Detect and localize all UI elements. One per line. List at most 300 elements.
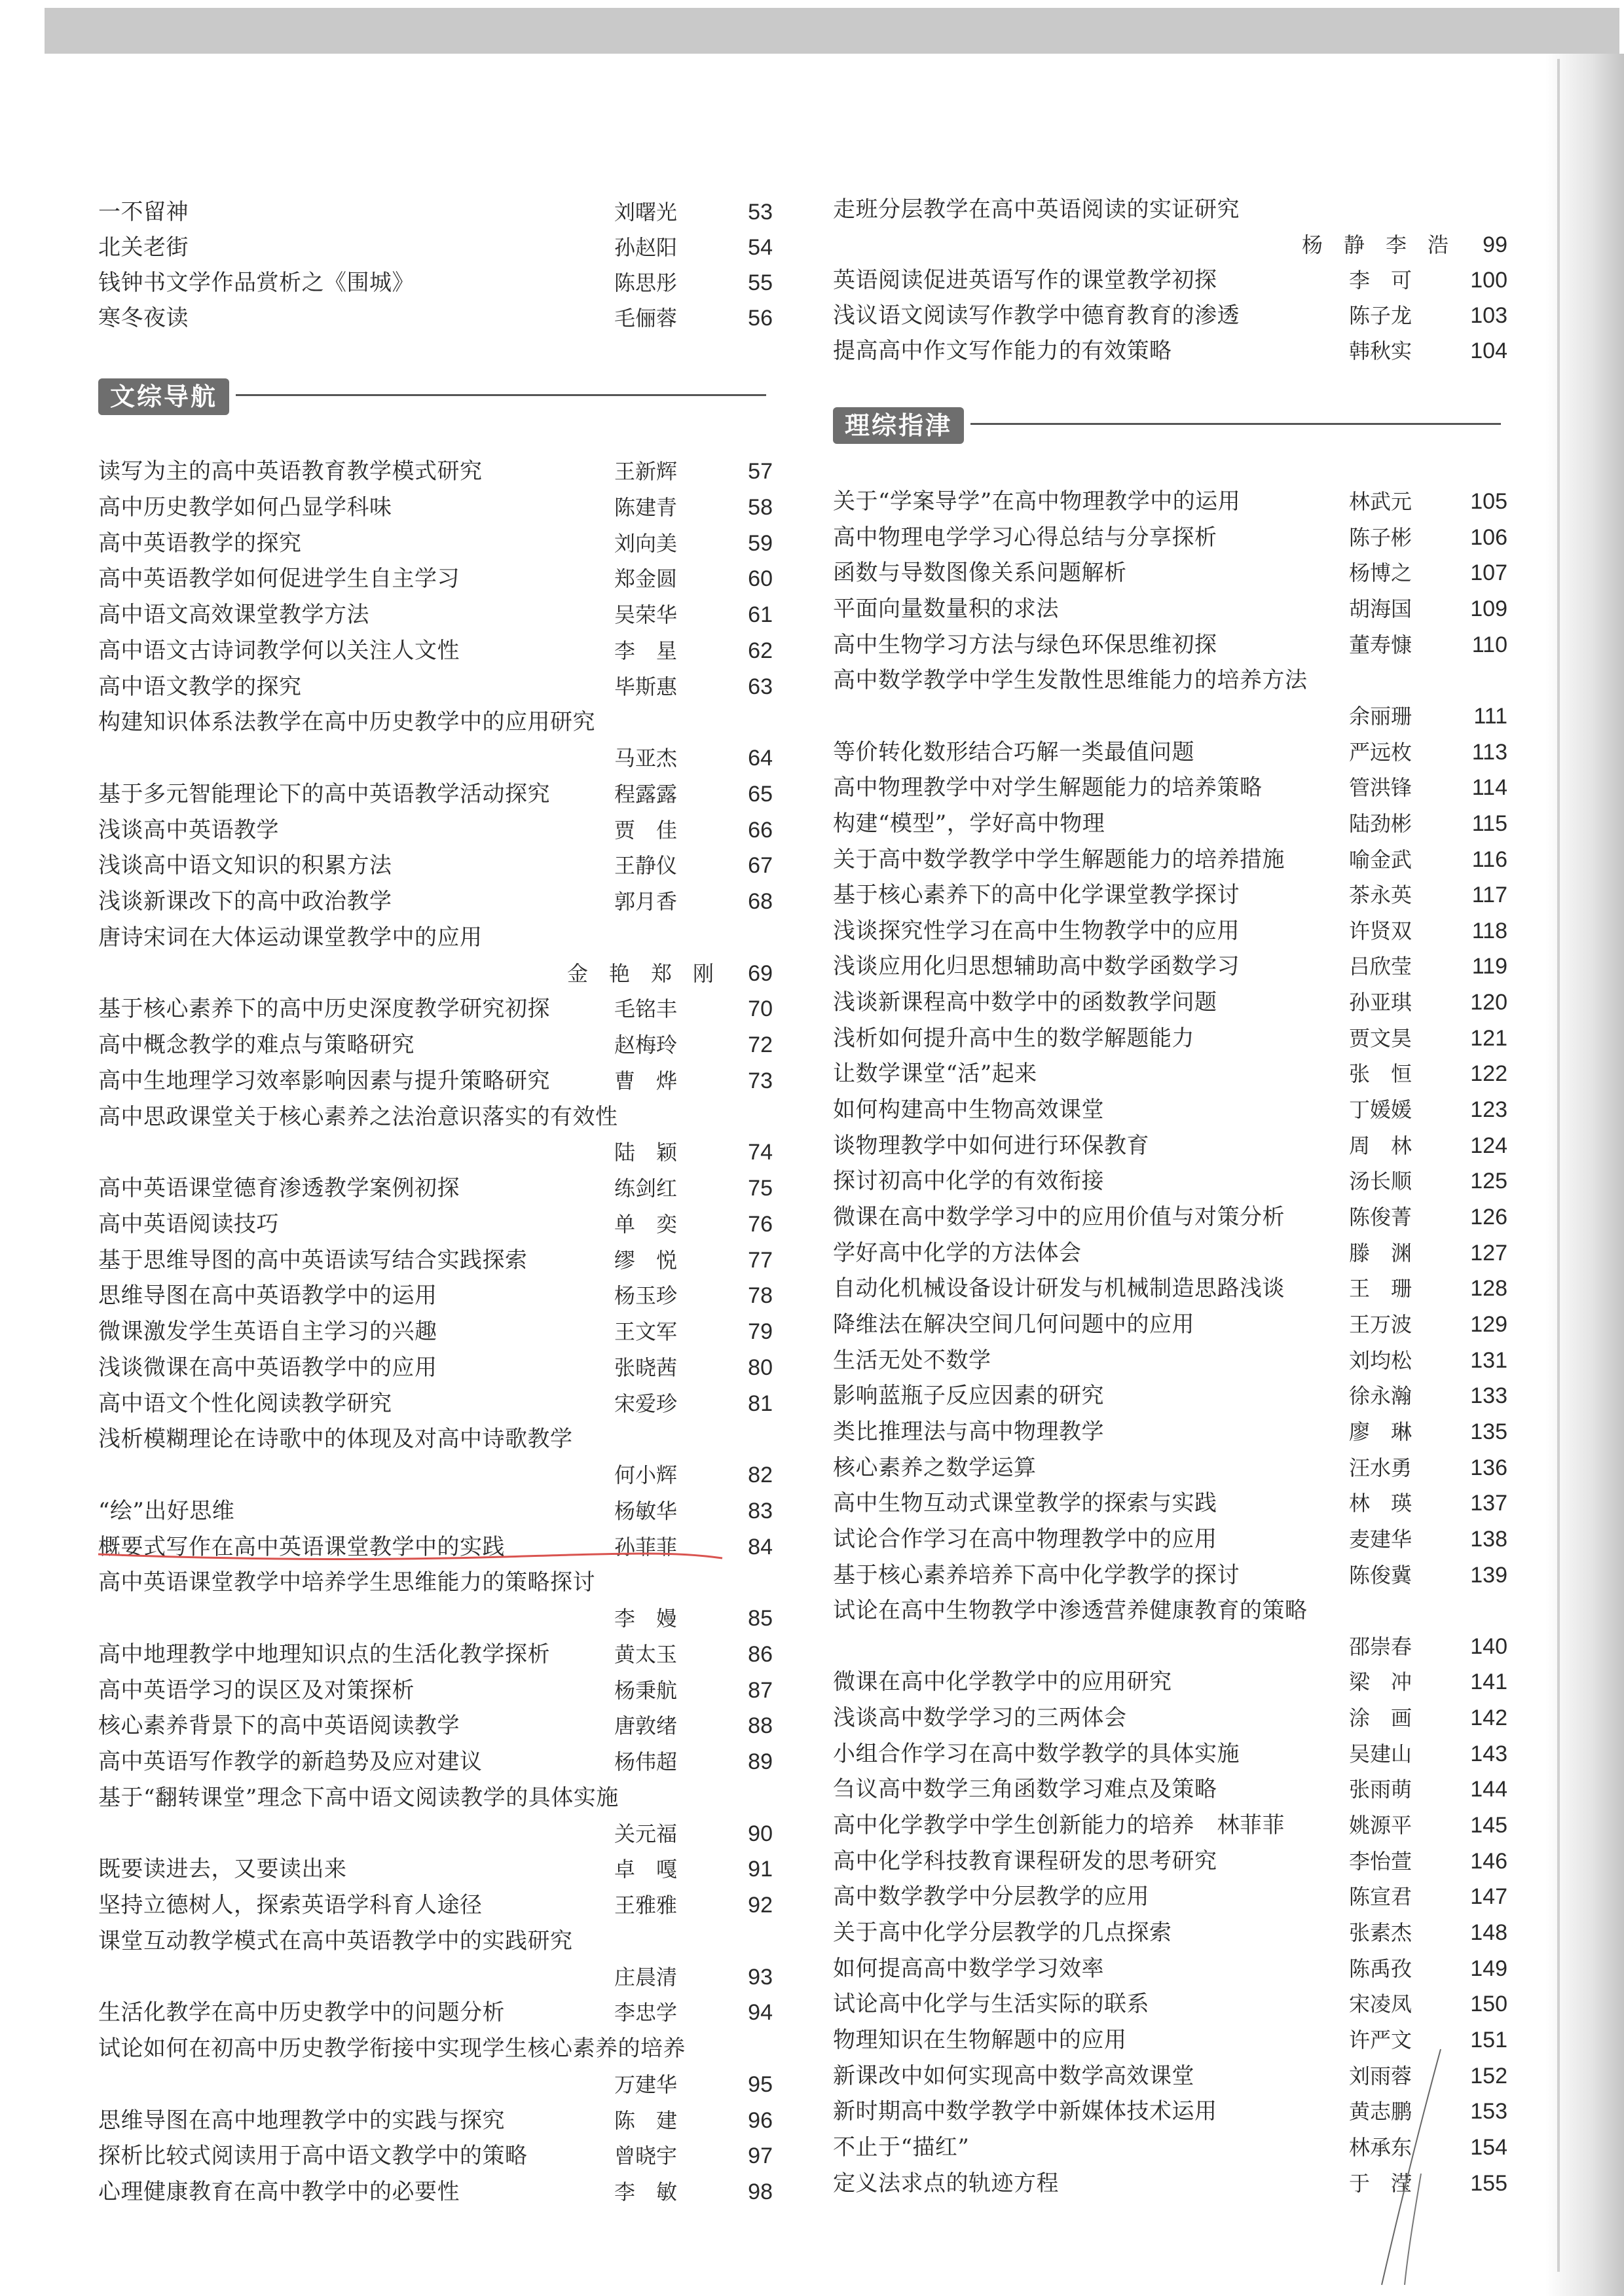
toc-entry: [98, 1494, 773, 1528]
toc-entry: [833, 556, 1507, 590]
section-header-lizong: [833, 407, 1501, 446]
toc-entry: [98, 1100, 773, 1134]
toc-entry: [833, 1021, 1507, 1055]
entry-page: 142: [1470, 1705, 1507, 1731]
entry-author: 庄晨清: [614, 1964, 678, 1990]
red-pen-underline: [97, 1545, 726, 1571]
toc-entry: [833, 878, 1507, 912]
entry-author: 丁媛媛: [1349, 1097, 1412, 1123]
entry-title: 坚持立德树人，探索英语学科育人途径: [98, 1892, 483, 1918]
entry-page: 116: [1471, 847, 1507, 872]
toc-entry: [833, 1987, 1507, 2021]
toc-entry: [98, 634, 773, 668]
entry-author: 韩秋实: [1349, 338, 1412, 363]
toc-entry: [98, 813, 773, 847]
toc-entry: [98, 1028, 773, 1062]
toc-entry: [833, 1665, 1507, 1699]
entry-page: 99: [1483, 232, 1507, 257]
entry-title: 探析比较式阅读用于高中语文教学中的策略: [98, 2143, 528, 2170]
entry-author: 汤长顺: [1349, 1169, 1412, 1194]
toc-entry: [98, 1207, 773, 1241]
toc-entry: [98, 1601, 773, 1635]
entry-title: 浅谈新课改下的高中政治教学: [98, 888, 392, 915]
entry-page: 131: [1470, 1347, 1507, 1373]
entry-page: 124: [1470, 1133, 1507, 1158]
entry-page: 82: [748, 1463, 773, 1487]
entry-page: 152: [1470, 2063, 1507, 2088]
section-badge: 文综导航: [98, 378, 229, 415]
entry-title: 刍议高中数学三角函数学习难点及策略: [833, 1776, 1217, 1803]
entry-title: 高中地理教学中地理知识点的生活化教学探析: [98, 1641, 550, 1667]
entry-page: 86: [748, 1641, 773, 1667]
toc-entry: [833, 1271, 1507, 1305]
entry-page: 146: [1470, 1848, 1507, 1874]
entry-title: 构建“模型”，学好高中物理: [833, 810, 1105, 837]
entry-title: 影响蓝瓶子反应因素的研究: [833, 1383, 1104, 1410]
entry-page: 89: [748, 1749, 773, 1774]
section-header-wenzong: [98, 378, 766, 418]
entry-title: 概要式写作在高中英语课堂教学中的实践: [98, 1533, 505, 1560]
toc-entry: [98, 230, 773, 264]
entry-page: 97: [748, 2143, 773, 2169]
toc-entry: [833, 628, 1507, 662]
toc-entry: [833, 1379, 1507, 1413]
entry-author: 许严文: [1349, 2027, 1412, 2052]
toc-entry: [98, 266, 773, 300]
entry-page: 127: [1470, 1240, 1507, 1266]
entry-page: 110: [1471, 632, 1507, 657]
toc-entry: [833, 807, 1507, 841]
entry-title: 浅谈高中英语教学: [98, 816, 279, 843]
entry-title: 生活无处不数学: [833, 1347, 991, 1374]
toc-entry: [98, 1924, 773, 1958]
entry-author: 李 可: [1349, 268, 1412, 293]
entry-page: 138: [1470, 1526, 1507, 1552]
entry-author: 曾晓宇: [614, 2143, 678, 2169]
toc-entry: [833, 299, 1507, 333]
entry-page: 149: [1470, 1956, 1507, 1981]
entry-title: 钱钟书文学作品赏析之《围城》: [98, 270, 415, 296]
entry-page: 136: [1470, 1455, 1507, 1480]
entry-author: 陈禹孜: [1349, 1956, 1412, 1981]
entry-author: 管洪锋: [1349, 775, 1412, 801]
entry-author: 贾 佳: [614, 817, 678, 843]
toc-entry: [833, 1916, 1507, 1950]
entry-page: 90: [748, 1821, 773, 1846]
entry-page: 79: [748, 1319, 773, 1344]
toc-entry: [833, 1952, 1507, 1986]
entry-title: “绘”出好思维: [98, 1497, 235, 1524]
entry-title: 既要读进去，又要读出来: [98, 1856, 347, 1883]
entry-page: 107: [1470, 560, 1507, 586]
entry-author: 孙亚琪: [1349, 990, 1412, 1015]
entry-page: 123: [1470, 1097, 1507, 1123]
entry-title: 英语阅读促进英语写作的课堂教学初探: [833, 267, 1217, 293]
entry-page: 55: [748, 270, 773, 295]
entry-author: 刘均松: [1349, 1347, 1412, 1373]
entry-author: 周 林: [1349, 1133, 1412, 1158]
entry-title: 高中生地理学习效率影响因素与提升策略研究: [98, 1067, 550, 1094]
entry-title: 学好高中化学的方法体会: [833, 1239, 1082, 1266]
toc-entry: [98, 1135, 773, 1169]
entry-title: 不止于“描红”: [833, 2134, 970, 2160]
entry-title: 新时期高中数学教学中新媒体技术运用: [833, 2098, 1217, 2125]
entry-title: 高中生物学习方法与绿色环保思维初探: [833, 631, 1217, 658]
entry-author: 孙菲菲: [614, 1534, 678, 1559]
entry-title: 平面向量数量积的求法: [833, 595, 1059, 622]
entry-page: 83: [748, 1498, 773, 1523]
toc-entry: [833, 334, 1507, 368]
entry-page: 66: [748, 817, 773, 843]
entry-page: 100: [1470, 268, 1507, 293]
entry-title: 高中语文教学的探究: [98, 673, 302, 700]
entry-author: 贾文昊: [1349, 1025, 1412, 1051]
entry-page: 115: [1471, 811, 1507, 836]
entry-title: 微课在高中数学学习中的应用价值与对策分析: [833, 1204, 1285, 1230]
toc-entry: [833, 1057, 1507, 1091]
entry-page: 64: [748, 746, 773, 771]
entry-title: 思维导图在高中英语教学中的运用: [98, 1283, 437, 1309]
entry-author: 陈俊菁: [1349, 1205, 1412, 1230]
toc-entry: [833, 263, 1507, 297]
entry-author: 严远枚: [1349, 739, 1412, 765]
entry-title: 课堂互动教学模式在高中英语教学中的实践研究: [98, 1927, 573, 1954]
entry-author: 陈 建: [614, 2107, 678, 2133]
entry-title: 类比推理法与高中物理教学: [833, 1418, 1104, 1445]
entry-author: 徐永瀚: [1349, 1383, 1412, 1409]
toc-entry: [833, 949, 1507, 983]
toc-entry: [98, 741, 773, 775]
toc-entry: [98, 454, 773, 488]
toc-entry: [833, 1200, 1507, 1234]
entry-page: 153: [1470, 2099, 1507, 2124]
toc-entry: [98, 1817, 773, 1851]
toc-entry: [98, 1387, 773, 1421]
entry-page: 111: [1473, 703, 1507, 729]
entry-page: 120: [1470, 990, 1507, 1015]
entry-page: 154: [1470, 2134, 1507, 2160]
entry-page: 77: [748, 1247, 773, 1273]
entry-author: 陈建青: [614, 494, 678, 520]
entry-author: 赵梅玲: [614, 1032, 678, 1057]
entry-title: 高中英语课堂教学中培养学生思维能力的策略探讨: [98, 1569, 595, 1596]
entry-title: 高中英语阅读技巧: [98, 1211, 279, 1237]
entry-page: 105: [1470, 489, 1507, 514]
toc-entry: [98, 992, 773, 1026]
toc-entry: [98, 195, 773, 229]
entry-page: 143: [1470, 1741, 1507, 1766]
entry-page: 109: [1470, 596, 1507, 621]
entry-title: 浅议语文阅读写作教学中德育教育的渗透: [833, 302, 1240, 329]
toc-entry: [98, 957, 773, 991]
entry-page: 139: [1470, 1562, 1507, 1588]
entry-title: 基于“翻转课堂”理念下高中语文阅读教学的具体实施: [98, 1784, 619, 1811]
toc-entry: [833, 1737, 1507, 1771]
toc-entry: [833, 1630, 1507, 1664]
entry-author: 涂 画: [1349, 1705, 1412, 1731]
toc-entry: [833, 1451, 1507, 1485]
entry-title: 微课激发学生英语自主学习的兴趣: [98, 1319, 437, 1345]
entry-title: 微课在高中化学教学中的应用研究: [833, 1669, 1172, 1696]
entry-page: 128: [1470, 1276, 1507, 1302]
entry-page: 72: [748, 1032, 773, 1057]
scan-top-band: [45, 8, 1619, 54]
entry-page: 69: [748, 960, 773, 986]
toc-entry: [833, 1415, 1507, 1449]
entry-title: 关于“学案导学”在高中物理教学中的运用: [833, 488, 1241, 515]
entry-author: 王新辉: [614, 459, 678, 484]
entry-title: 高中语文高效课堂教学方法: [98, 602, 369, 628]
entry-title: 高中英语写作教学的新趋势及应对建议: [98, 1749, 483, 1775]
toc-entry: [833, 914, 1507, 948]
entry-author: 刘雨蓉: [1349, 2063, 1412, 2088]
toc-entry: [833, 1880, 1507, 1914]
entry-page: 81: [748, 1391, 773, 1416]
toc-entry: [98, 301, 773, 335]
toc-entry: [833, 520, 1507, 555]
entry-title: 高中物理教学中对学生解题能力的培养策略: [833, 774, 1263, 801]
toc-entry: [98, 1673, 773, 1707]
entry-page: 150: [1470, 1992, 1507, 2017]
page-edge-line: [1557, 59, 1560, 2272]
entry-author: 李 星: [614, 638, 678, 663]
toc-entry: [833, 192, 1507, 227]
toc-entry: [833, 771, 1507, 805]
entry-page: 151: [1470, 2027, 1507, 2052]
entry-title: 让数学课堂“活”起来: [833, 1061, 1037, 1087]
toc-entry: [833, 484, 1507, 519]
entry-title: 浅谈应用化归思想辅助高中数学函数学习: [833, 953, 1240, 980]
entry-author: 李 敏: [614, 2179, 678, 2204]
entry-author: 卓 嘎: [614, 1857, 678, 1882]
toc-entry: [98, 1781, 773, 1815]
entry-title: 如何提高高中数学学习效率: [833, 1955, 1104, 1982]
entry-author: 吴荣华: [614, 602, 678, 627]
entry-page: 144: [1470, 1777, 1507, 1802]
entry-title: 小组合作学习在高中数学教学的具体实施: [833, 1740, 1240, 1767]
entry-author: 麦建华: [1349, 1526, 1412, 1552]
entry-page: 84: [748, 1534, 773, 1559]
toc-entry: [833, 228, 1507, 262]
entry-title: 高中英语教学如何促进学生自主学习: [98, 566, 460, 592]
entry-page: 58: [748, 494, 773, 520]
entry-title: 浅析如何提升高中生的数学解题能力: [833, 1025, 1194, 1051]
entry-title: 基于思维导图的高中英语读写结合实践探索: [98, 1247, 528, 1273]
toc-entry: [833, 1343, 1507, 1377]
entry-author: 关元福: [614, 1821, 678, 1846]
entry-author: 李忠学: [614, 2000, 678, 2026]
entry-author: 王雅雅: [614, 1893, 678, 1918]
entry-title: 高中数学教学中分层教学的应用: [833, 1884, 1149, 1910]
toc-entry: [833, 1164, 1507, 1198]
entry-title: 核心素养之数学运算: [833, 1454, 1037, 1481]
toc-entry: [833, 699, 1507, 733]
entry-page: 148: [1470, 1920, 1507, 1945]
entry-title: 心理健康教育在高中教学中的必要性: [98, 2179, 460, 2205]
toc-entry: [98, 1852, 773, 1886]
entry-title: 唐诗宋词在大体运动课堂教学中的应用: [98, 924, 483, 951]
toc-entry: [98, 705, 773, 739]
toc-entry: [98, 1171, 773, 1205]
entry-title: 降维法在解决空间几何问题中的应用: [833, 1311, 1194, 1338]
entry-author: 滕 渊: [1349, 1240, 1412, 1266]
toc-entry: [833, 1844, 1507, 1878]
entry-author: 林承东: [1349, 2134, 1412, 2160]
toc-entry: [98, 1888, 773, 1922]
entry-title: 北关老街: [98, 234, 189, 261]
entry-page: 104: [1470, 338, 1507, 363]
entry-author: 邵崇春: [1349, 1633, 1412, 1659]
toc-entry: [833, 1808, 1507, 1842]
entry-title: 高中物理电学学习心得总结与分享探析: [833, 524, 1217, 551]
entry-author: 董寿慷: [1349, 632, 1412, 657]
entry-author: 黄志鹏: [1349, 2099, 1412, 2124]
toc-entry: [833, 1236, 1507, 1270]
entry-title: 高中语文古诗词教学何以关注人文性: [98, 637, 460, 664]
toc-entry: [98, 670, 773, 704]
toc-entry: [833, 1558, 1507, 1592]
toc-entry: [98, 1422, 773, 1456]
toc-entry: [833, 1522, 1507, 1556]
toc-entry: [98, 1315, 773, 1349]
entry-title: 基于多元智能理论下的高中英语教学活动探究: [98, 780, 550, 807]
entry-author: 练剑红: [614, 1176, 678, 1201]
entry-author: 张素杰: [1349, 1920, 1412, 1945]
entry-author: 王万波: [1349, 1311, 1412, 1337]
entry-page: 63: [748, 674, 773, 699]
entry-author: 杨博之: [1349, 560, 1412, 586]
entry-title: 定义法求点的轨迹方程: [833, 2170, 1059, 2196]
entry-page: 74: [748, 1140, 773, 1165]
entry-page: 129: [1470, 1311, 1507, 1337]
toc-entry: [98, 1960, 773, 1994]
entry-title: 基于核心素养培养下高中化学教学的探讨: [833, 1561, 1240, 1588]
entry-page: 61: [748, 602, 773, 627]
entry-author: 许贤双: [1349, 918, 1412, 943]
entry-page: 59: [748, 530, 773, 556]
toc-entry: [833, 1772, 1507, 1806]
entry-author: 唐敦绪: [614, 1713, 678, 1739]
entry-author: 姚源平: [1349, 1813, 1412, 1838]
entry-title: 高中英语学习的误区及对策探析: [98, 1677, 415, 1704]
entry-page: 75: [748, 1176, 773, 1201]
entry-author: 张 恒: [1349, 1061, 1412, 1087]
entry-page: 91: [748, 1857, 773, 1882]
entry-page: 67: [748, 853, 773, 879]
toc-entry: [98, 1637, 773, 1671]
entry-author: 陈思彤: [614, 270, 678, 295]
entry-page: 145: [1470, 1813, 1507, 1838]
entry-page: 57: [748, 459, 773, 484]
entry-title: 高中数学教学中学生发散性思维能力的培养方法: [833, 667, 1308, 694]
entry-title: 寒冬夜读: [98, 305, 189, 331]
entry-page: 155: [1470, 2170, 1507, 2196]
entry-page: 65: [748, 781, 773, 807]
toc-entry: [833, 985, 1507, 1019]
entry-page: 137: [1470, 1491, 1507, 1516]
entry-page: 56: [748, 306, 773, 331]
entry-page: 113: [1471, 739, 1507, 765]
entry-author: 郭月香: [614, 889, 678, 914]
entry-author: 何小辉: [614, 1463, 678, 1487]
entry-page: 85: [748, 1606, 773, 1631]
toc-entry: [98, 1279, 773, 1313]
entry-title: 高中历史教学如何凸显学科味: [98, 494, 392, 520]
entry-title: 浅谈高中语文知识的积累方法: [98, 852, 392, 879]
entry-title: 浅谈高中数学学习的三两体会: [833, 1705, 1127, 1732]
toc-entry: [98, 2175, 773, 2209]
entry-author: 陈子龙: [1349, 303, 1412, 328]
entry-title: 一不留神: [98, 199, 189, 225]
entry-author: 廖 琳: [1349, 1419, 1412, 1444]
entry-title: 高中思政课堂关于核心素养之法治意识落实的有效性: [98, 1103, 618, 1130]
entry-page: 98: [748, 2179, 773, 2204]
entry-author: 王静仪: [614, 853, 678, 879]
entry-page: 78: [748, 1283, 773, 1309]
entry-title: 浅析模糊理论在诗歌中的体现及对高中诗歌教学: [98, 1426, 573, 1453]
toc-entry: [98, 2104, 773, 2138]
entry-author: 毕斯惠: [614, 674, 678, 699]
entry-title: 高中语文个性化阅读教学研究: [98, 1390, 392, 1417]
entry-author: 陈宣君: [1349, 1884, 1412, 1910]
entry-author: 孙赵阳: [614, 235, 678, 260]
entry-author: 林 瑛: [1349, 1491, 1412, 1516]
entry-author: 杨玉珍: [614, 1283, 678, 1309]
entry-page: 68: [748, 889, 773, 914]
entry-author: 梁 冲: [1349, 1669, 1412, 1695]
toc-entry: [98, 920, 773, 955]
entry-author: 单 奕: [614, 1211, 678, 1237]
toc-entry: [98, 884, 773, 919]
entry-title: 探讨初高中化学的有效衔接: [833, 1168, 1104, 1195]
entry-title: 基于核心素养下的高中历史深度教学研究初探: [98, 996, 550, 1023]
entry-title: 生活化教学在高中历史教学中的问题分析: [98, 1999, 505, 2026]
entry-author: 茶永英: [1349, 883, 1412, 908]
entry-author: 程露露: [614, 781, 678, 807]
entry-title: 读写为主的高中英语教育教学模式研究: [98, 458, 483, 484]
toc-entry: [833, 1129, 1507, 1163]
toc-entry: [98, 1745, 773, 1779]
entry-page: 106: [1470, 524, 1507, 550]
entry-author: 刘曙光: [614, 200, 678, 225]
entry-page: 126: [1470, 1205, 1507, 1230]
entry-title: 关于高中数学教学中学生解题能力的培养措施: [833, 846, 1285, 873]
entry-page: 96: [748, 2107, 773, 2133]
entry-page: 88: [748, 1713, 773, 1739]
entry-author: 喻金武: [1349, 847, 1412, 872]
toc-entry: [833, 592, 1507, 626]
pencil-marks: [1342, 2043, 1460, 2291]
entry-title: 试论在高中生物教学中渗透营养健康教育的策略: [833, 1597, 1308, 1624]
toc-entry: [98, 777, 773, 811]
entry-author: 陆 颖: [614, 1140, 678, 1165]
toc-entry: [98, 2139, 773, 2173]
entry-page: 80: [748, 1355, 773, 1380]
entry-title: 思维导图在高中地理教学中的实践与探究: [98, 2107, 505, 2134]
toc-entry: [98, 1243, 773, 1277]
entry-title: 物理知识在生物解题中的应用: [833, 2026, 1127, 2053]
entry-page: 121: [1470, 1025, 1507, 1051]
entry-title: 浅谈新课程高中数学中的函数教学问题: [833, 989, 1217, 1016]
entry-author: 金 艳 郑 刚: [566, 960, 714, 986]
entry-author: 缪 悦: [614, 1247, 678, 1273]
entry-author: 刘向美: [614, 530, 678, 556]
entry-author: 曹 烨: [614, 1068, 678, 1093]
entry-title: 试论如何在初高中历史教学衔接中实现学生核心素养的培养: [98, 2035, 686, 2062]
entry-author: 张晓茜: [614, 1355, 678, 1380]
entry-page: 147: [1470, 1884, 1507, 1910]
toc-entry: [98, 848, 773, 883]
